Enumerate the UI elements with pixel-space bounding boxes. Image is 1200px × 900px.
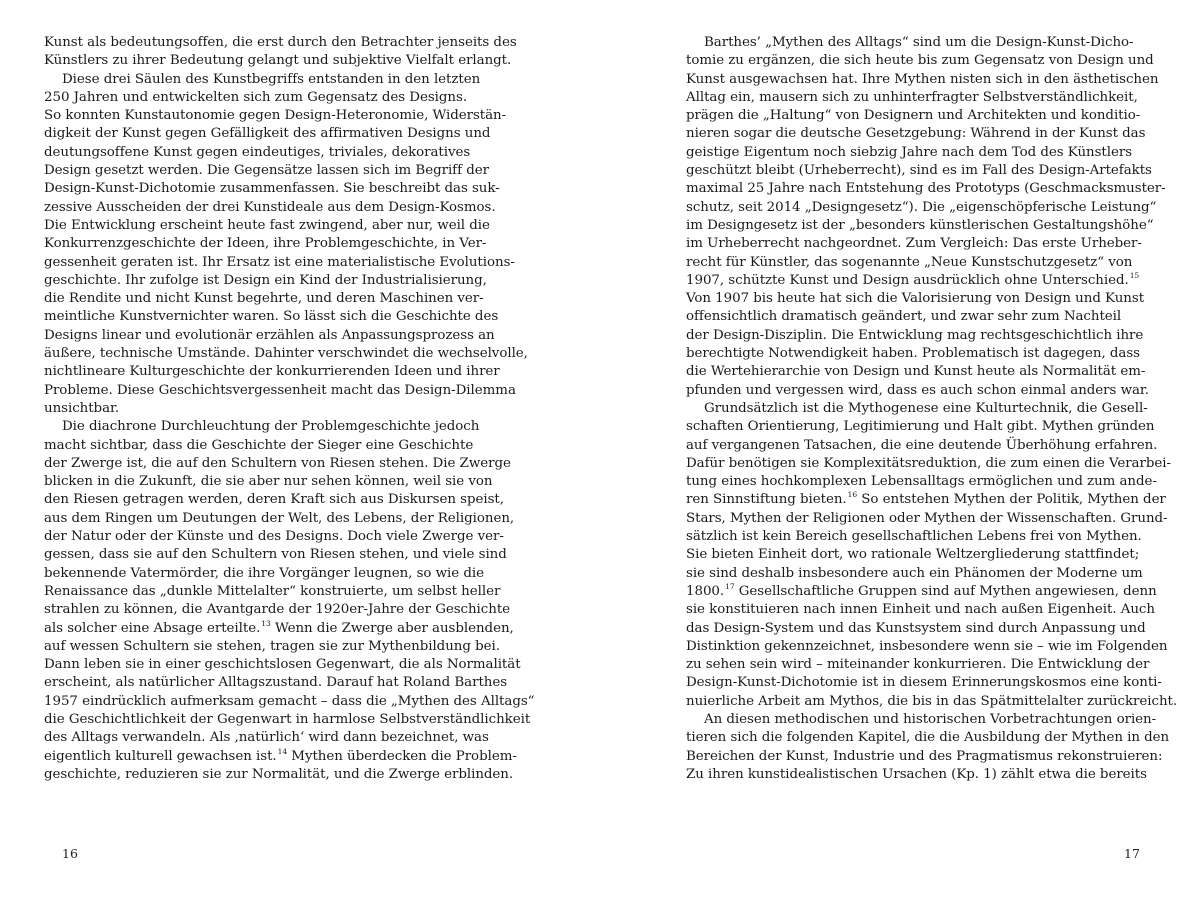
text-line <box>686 107 1148 125</box>
line-text: auf vergangenen Tatsachen, die eine deutende Überhöhung erfahren. <box>686 437 1158 453</box>
text-line <box>44 766 514 784</box>
line-text: sie sind deshalb insbesondere auch ein Phänomen der Moderne um <box>686 565 1143 581</box>
text-line <box>44 89 506 107</box>
line-text: schutz, seit 2014 „Designgesetz“). Die „eigenschöpferische Leistung“ <box>686 199 1157 215</box>
text-line <box>44 254 515 272</box>
text-line <box>44 638 506 656</box>
line-text: des Alltags verwandeln. Als ‚natürlich‘ wird dann bezeichnet, was <box>44 730 489 746</box>
line-text: Bereichen der Kunst, Industrie und des Pragmatismus rekonstruieren: <box>686 748 1163 764</box>
line-text: Die Entwicklung erscheint heute fast zwingend, aber nur, weil die <box>44 217 490 233</box>
line-text: Stars, Mythen der Religionen oder Mythen der Wissenschaften. Grund- <box>686 510 1168 526</box>
line-text: den Riesen getragen werden, deren Kraft sich aus Diskursen speist, <box>44 492 504 508</box>
line-text: nieren sogar die deutsche Gesetzgebung: Während in der Kunst das <box>686 126 1146 142</box>
line-text: Dafür benötigen sie Komplexitätsreduktion, die zum einen die Verarbei- <box>686 455 1171 471</box>
line-text: Designs linear und evolutionär erzählen als Anpassungsprozess an <box>44 327 495 343</box>
line-text: Zu ihren kunstidealistischen Ursachen (Kp. 1) zählt etwa die bereits <box>686 766 1147 782</box>
line-text: Kunst ausgewachsen hat. Ihre Mythen nisten sich in den ästhetischen <box>686 71 1159 87</box>
text-line <box>686 199 1157 217</box>
text-line <box>686 89 1148 107</box>
text-line <box>686 144 1148 162</box>
line-text: meintliche Kunstvernichter waren. So lässt sich die Geschichte des <box>44 309 499 325</box>
line-text: nichtlineare Kulturgeschichte der konkurrierenden Ideen und ihrer <box>44 364 500 380</box>
line-text: recht für Künstler, das sogenannte „Neue Kunstschutzgesetz“ von <box>686 254 1133 270</box>
line-text: geschichte, reduzieren sie zur Normalität, und die Zwerge erblinden. <box>44 766 514 782</box>
text-line <box>686 235 1148 253</box>
line-text: ren Sinnstiftung bieten. <box>686 492 847 508</box>
line-text: nuierliche Arbeit am Mythos, die bis in das Spätmittelalter zurückreicht. <box>686 693 1178 709</box>
text-line <box>44 107 506 125</box>
text-line <box>686 546 1148 564</box>
line-text: als solcher eine Absage erteilte. <box>44 620 261 636</box>
line-text: unsichtbar. <box>44 400 120 416</box>
line-text: Barthes’ „Mythen des Alltags“ sind um die Design-Kunst-Dicho- <box>704 35 1134 50</box>
text-line <box>686 693 1178 711</box>
line-text: auf wessen Schultern sie stehen, tragen sie zur Mythenbildung bei. <box>44 638 500 654</box>
text-line <box>44 746 517 766</box>
line-text: An diesen methodischen und historischen Vorbetrachtungen orien- <box>704 711 1157 727</box>
line-text: zu sehen sein wird – miteinander konkurrieren. Die Entwicklung der <box>686 657 1150 673</box>
text-line <box>686 711 1157 729</box>
line-text: erscheint, als natürlicher Alltagszustand. Darauf hat Roland Barthes <box>44 675 508 691</box>
line-text: eigentlich kulturell gewachsen ist. <box>44 748 277 764</box>
text-line <box>686 71 1159 89</box>
text-line <box>686 382 1148 400</box>
line-text: der Zwerge ist, die auf den Schultern von Riesen stehen. Die Zwerge <box>44 455 511 471</box>
line-text: der Natur oder der Künste und des Designs. Doch viele Zwerge ver- <box>44 529 504 545</box>
text-line <box>44 144 506 162</box>
line-text: Kunst als bedeutungsoffen, die erst durch den Betrachter jenseits des <box>44 35 517 50</box>
line-text: Alltag ein, mausern sich zu unhinterfragter Selbstverständlichkeit, <box>686 89 1138 105</box>
text-line <box>686 528 1148 546</box>
text-line <box>686 565 1148 583</box>
line-text: strahlen zu können, die Avantgarde der 1920er-Jahre der Geschichte <box>44 602 511 618</box>
text-line <box>44 34 517 52</box>
text-line <box>44 656 521 674</box>
line-text: macht sichtbar, dass die Geschichte der Sieger eine Geschichte <box>44 437 474 453</box>
text-line <box>686 52 1154 70</box>
text-line <box>44 437 506 455</box>
line-text: geschützt bleibt (Urheberrecht), sind es im Fall des Design-Artefakts <box>686 163 1152 179</box>
right-page-body <box>686 34 1178 784</box>
left-page-body <box>44 34 535 784</box>
footnote-marker: 13 <box>261 618 271 628</box>
text-line <box>44 510 515 528</box>
text-line <box>686 345 1148 363</box>
line-text: Design-Kunst-Dichotomie zusammenfassen. Sie beschreibt das suk- <box>44 181 500 197</box>
text-line <box>44 546 506 564</box>
text-line <box>686 308 1148 326</box>
line-text: äußere, technische Umstände. Dahinter verschwindet die wechselvolle, <box>44 346 528 362</box>
text-line <box>686 656 1148 674</box>
text-line <box>44 345 528 363</box>
text-line <box>686 510 1168 528</box>
text-line <box>686 473 1157 491</box>
text-line <box>44 162 506 180</box>
text-line <box>686 217 1154 235</box>
line-text-continued: Gesellschaftliche Gruppen sind auf Mythen angewiesen, denn <box>734 583 1157 599</box>
text-line <box>44 217 506 235</box>
line-text: die Wertehierarchie von Design und Kunst heute als Normalität em- <box>686 364 1146 380</box>
line-text: sätzlich ist kein Bereich gesellschaftlichen Lebens frei von Mythen. <box>686 529 1142 545</box>
text-line <box>44 693 535 711</box>
line-text: Konkurrenzgeschichte der Ideen, ihre Problemgeschichte, in Ver- <box>44 236 487 252</box>
line-text: tung eines hochkomplexen Lebensalltags ermöglichen und zum ande- <box>686 474 1157 490</box>
footnote-marker: 14 <box>277 746 288 756</box>
text-line <box>686 601 1155 619</box>
line-text: maximal 25 Jahre nach Entstehung des Prototyps (Geschmacksmuster- <box>686 181 1166 197</box>
line-text: im Urheberrecht nachgeordnet. Zum Vergleich: Das erste Urheber- <box>686 236 1142 252</box>
line-text-continued: Wenn die Zwerge aber ausblenden, <box>270 620 514 636</box>
text-line <box>44 199 506 217</box>
line-text: deutungsoffene Kunst gegen eindeutiges, triviales, dekoratives <box>44 144 471 160</box>
line-text: bekennende Vatermörder, die ihre Vorgänger leugnen, so wie die <box>44 565 484 581</box>
line-text: Von 1907 bis heute hat sich die Valorisierung von Design und Kunst <box>686 291 1145 307</box>
text-line <box>44 418 506 436</box>
footnote-marker: 15 <box>1129 270 1140 280</box>
text-line <box>686 729 1170 747</box>
text-line <box>44 674 506 692</box>
text-line <box>686 272 1148 290</box>
text-line <box>686 418 1155 436</box>
text-line <box>44 400 506 418</box>
footnote-marker: 16 <box>847 490 858 500</box>
text-line <box>44 601 511 619</box>
text-line <box>44 290 506 308</box>
line-text: prägen die „Haltung“ von Designern und Architekten und konditio- <box>686 108 1141 124</box>
text-line <box>44 729 506 747</box>
text-line <box>44 618 514 638</box>
text-line <box>44 473 506 491</box>
line-text-continued: So entstehen Mythen der Politik, Mythen der <box>857 492 1166 508</box>
line-text: digkeit der Kunst gegen Gefälligkeit des affirmativen Designs und <box>44 126 491 142</box>
line-text: die Rendite und nicht Kunst begehrte, und deren Maschinen ver- <box>44 291 484 307</box>
text-line <box>44 125 506 143</box>
line-text: schaften Orientierung, Legitimierung und Halt gibt. Mythen gründen <box>686 419 1155 435</box>
line-text: 1800. <box>686 583 725 599</box>
line-text-continued: Mythen überdecken die Problem- <box>287 748 517 764</box>
text-line <box>44 382 516 400</box>
line-text: Renaissance das „dunkle Mittelalter“ konstruierte, um selbst heller <box>44 583 501 599</box>
line-text: tomie zu ergänzen, die sich heute bis zum Gegensatz von Design und <box>686 53 1154 69</box>
footnote-marker: 17 <box>725 581 735 591</box>
text-line <box>44 71 506 89</box>
line-text: zessive Ausscheiden der drei Kunstideale aus dem Design-Kosmos. <box>44 199 496 215</box>
line-text: 250 Jahren und entwickelten sich zum Gegensatz des Designs. <box>44 89 468 105</box>
line-text: aus dem Ringen um Deutungen der Welt, des Lebens, der Religionen, <box>44 510 515 526</box>
line-text: gessen, dass sie auf den Schultern von Riesen stehen, und viele sind <box>44 547 507 563</box>
text-line <box>686 180 1166 198</box>
text-line <box>44 583 506 601</box>
text-line <box>686 162 1152 180</box>
text-line <box>686 748 1163 766</box>
text-line <box>44 565 506 583</box>
line-text: Design gesetzt werden. Die Gegensätze lassen sich im Begriff der <box>44 163 489 179</box>
text-line <box>686 363 1148 381</box>
text-line <box>44 455 511 473</box>
text-line <box>44 491 506 509</box>
line-text: Sie bieten Einheit dort, wo rationale Weltzergliederung stattfindet; <box>686 547 1140 563</box>
line-text: Design-Kunst-Dichotomie ist in diesem Erinnerungskosmos eine konti- <box>686 675 1162 691</box>
text-line <box>686 490 1166 509</box>
text-line <box>44 235 506 253</box>
line-text: Distinktion gekennzeichnet, insbesondere wenn sie – wie im Folgenden <box>686 638 1168 654</box>
line-text: 1957 eindrücklich aufmerksam gemacht – dass die „Mythen des Alltags“ <box>44 693 535 709</box>
text-line <box>686 125 1148 143</box>
line-text: sie konstituieren nach innen Einheit und nach außen Eigenheit. Auch <box>686 602 1155 618</box>
text-line <box>686 638 1168 656</box>
text-line <box>686 400 1148 418</box>
text-line <box>44 272 506 290</box>
line-text: der Design-Disziplin. Die Entwicklung mag rechtsgeschichtlich ihre <box>686 327 1144 343</box>
text-line <box>44 52 512 70</box>
text-line <box>686 766 1148 784</box>
text-line <box>686 620 1148 638</box>
line-text: offensichtlich dramatisch geändert, und zwar sehr zum Nachteil <box>686 309 1122 325</box>
line-text: im Designgesetz ist der „besonders künstlerischen Gestaltungshöhe“ <box>686 217 1154 233</box>
line-text: blicken in die Zukunft, die sie aber nur sehen können, weil sie von <box>44 474 493 490</box>
line-text: Grundsätzlich ist die Mythogenese eine Kulturtechnik, die Gesell- <box>704 400 1148 416</box>
line-text: Probleme. Diese Geschichtsvergessenheit macht das Design-Dilemma <box>44 382 516 398</box>
line-text: geistige Eigentum noch siebzig Jahre nach dem Tod des Künstlers <box>686 144 1133 160</box>
text-line <box>686 254 1148 272</box>
text-line <box>44 528 506 546</box>
text-line <box>686 581 1157 601</box>
line-text: berechtigte Notwendigkeit haben. Problematisch ist dagegen, dass <box>686 346 1140 362</box>
text-line <box>686 455 1171 473</box>
text-line <box>686 290 1148 308</box>
text-line <box>44 327 506 345</box>
line-text: Die diachrone Durchleuchtung der Problemgeschichte jedoch <box>62 419 480 435</box>
line-text: geschichte. Ihr zufolge ist Design ein Kind der Industrialisierung, <box>44 272 487 288</box>
line-text: gessenheit geraten ist. Ihr Ersatz ist eine materialistische Evolutions- <box>44 254 515 270</box>
text-line <box>44 308 506 326</box>
line-text: das Design-System und das Kunstsystem sind durch Anpassung und <box>686 620 1146 636</box>
line-text: Diese drei Säulen des Kunstbegriffs entstanden in den letzten <box>62 71 481 87</box>
line-text: Dann leben sie in einer geschichtslosen Gegenwart, die als Normalität <box>44 657 521 673</box>
line-text: Künstlers zu ihrer Bedeutung gelangt und subjektive Vielfalt erlangt. <box>44 53 512 69</box>
page-number-left: 16 <box>62 846 78 861</box>
text-line <box>44 711 531 729</box>
text-line <box>686 674 1162 692</box>
text-line <box>686 327 1148 345</box>
line-text: 1907, schützte Kunst und Design ausdrücklich ohne Unterschied. <box>686 272 1129 288</box>
line-text: pfunden und vergessen wird, dass es auch schon einmal anders war. <box>686 382 1149 398</box>
text-line <box>686 437 1158 455</box>
text-line <box>44 180 506 198</box>
text-line <box>686 34 1148 52</box>
line-text: So konnten Kunstautonomie gegen Design-Heteronomie, Widerstän- <box>44 108 507 124</box>
line-text: die Geschichtlichkeit der Gegenwart in harmlose Selbstverständlichkeit <box>44 711 531 727</box>
page-number-right: 17 <box>1124 846 1140 861</box>
text-line <box>44 363 506 381</box>
line-text: tieren sich die folgenden Kapitel, die die Ausbildung der Mythen in den <box>686 730 1170 746</box>
